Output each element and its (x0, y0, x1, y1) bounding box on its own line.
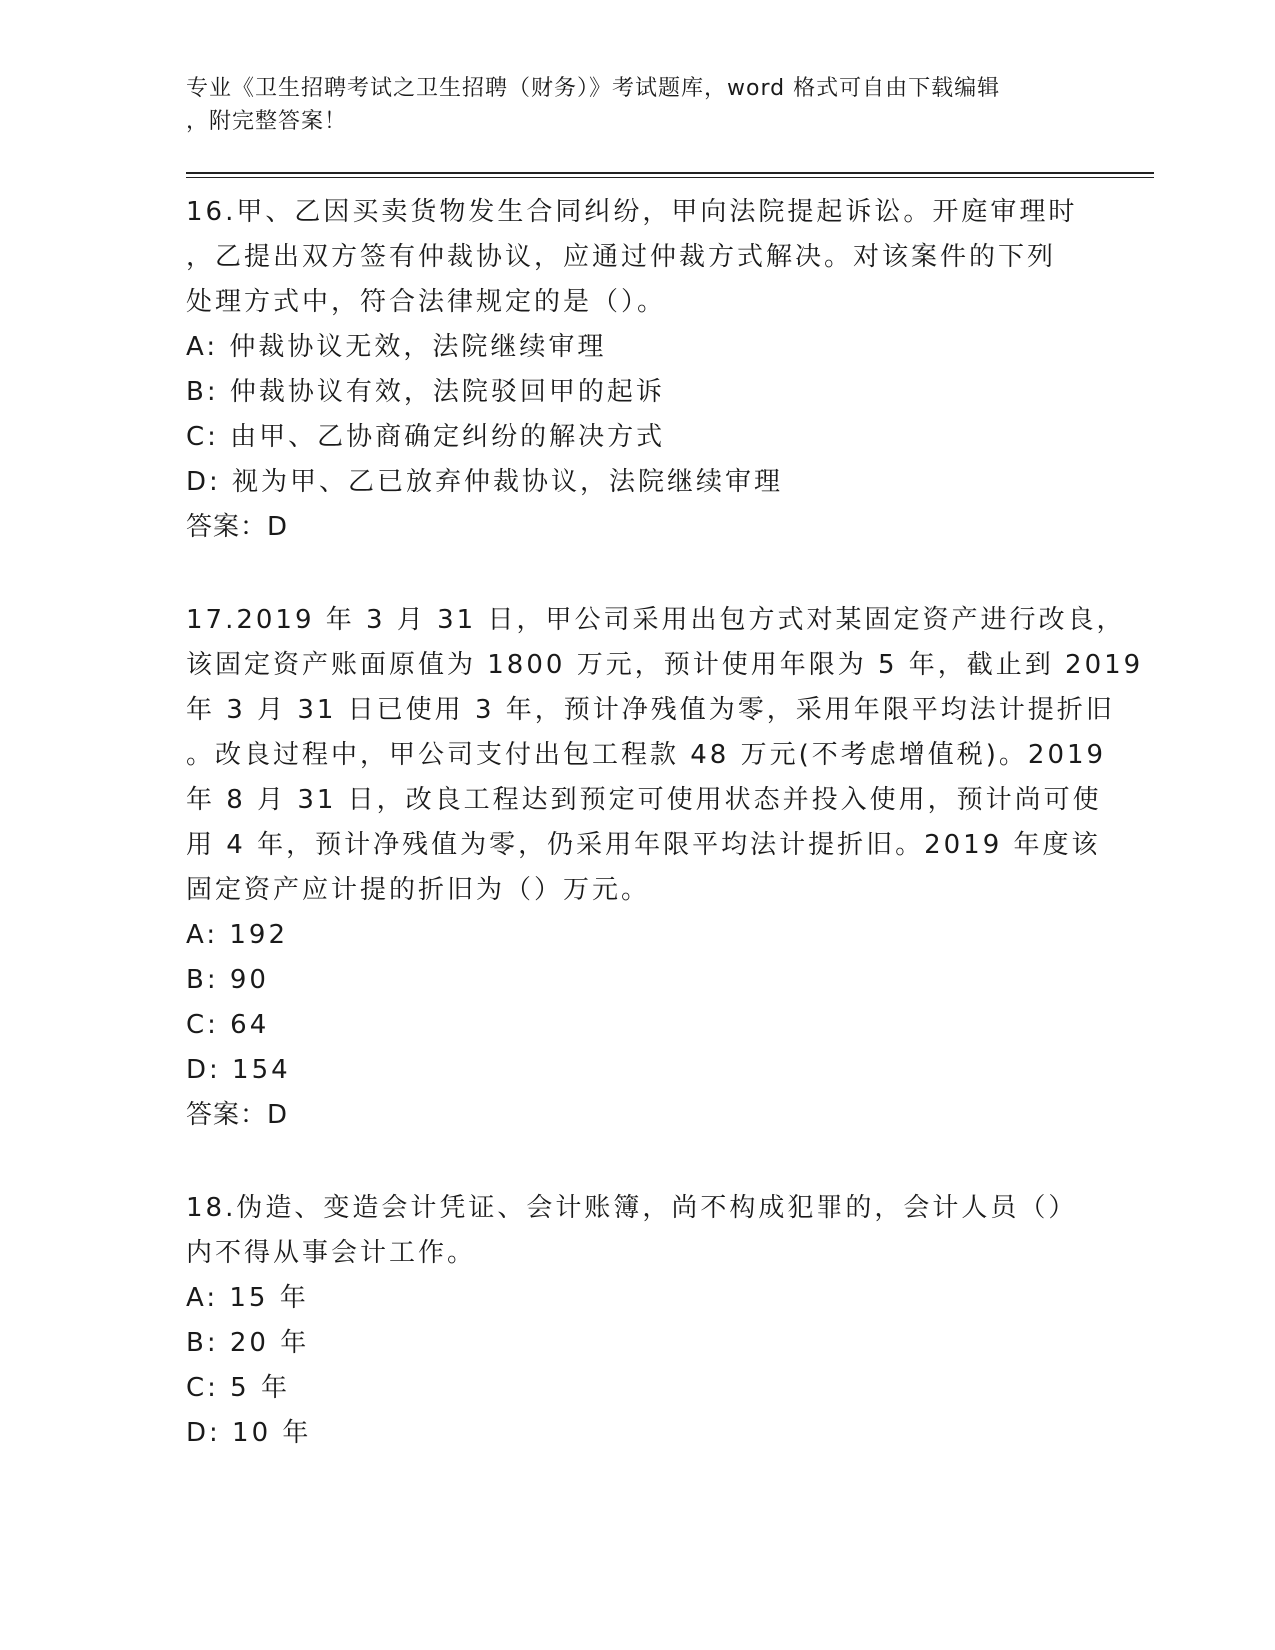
question-stem-line: 年 8 月 31 日，改良工程达到预定可使用状态并投入使用，预计尚可使 (186, 785, 1102, 815)
question-16 (186, 190, 1146, 550)
question-stem-line: 年 3 月 31 日已使用 3 年，预计净残值为零，采用年限平均法计提折旧 (186, 695, 1115, 725)
option-b: B: 仲裁协议有效，法院驳回甲的起诉 (186, 377, 665, 407)
question-stem-line: 内不得从事会计工作。 (186, 1238, 477, 1268)
option-b: B: 20 年 (186, 1328, 310, 1358)
question-18 (186, 1186, 1146, 1456)
question-stem-line: 18.伪造、变造会计凭证、会计账簿，尚不构成犯罪的，会计人员（） (186, 1193, 1078, 1223)
option-a: A: 192 (186, 920, 288, 950)
question-stem-line: 固定资产应计提的折旧为（）万元。 (186, 875, 651, 905)
question-stem-line: 处理方式中，符合法律规定的是（）。 (186, 287, 667, 317)
answer-line: 答案：D (186, 1100, 289, 1130)
option-c: C: 由甲、乙协商确定纠纷的解决方式 (186, 422, 666, 452)
document-page (186, 72, 1146, 1456)
question-17 (186, 598, 1146, 1138)
option-d: D: 154 (186, 1055, 291, 1085)
option-d: D: 10 年 (186, 1418, 312, 1448)
document-header (186, 72, 1066, 138)
answer-line: 答案：D (186, 512, 289, 542)
option-a: A: 15 年 (186, 1283, 309, 1313)
question-stem-line: 16.甲、乙因买卖货物发生合同纠纷，甲向法院提起诉讼。开庭审理时 (186, 197, 1078, 227)
question-stem-line: 。改良过程中，甲公司支付出包工程款 48 万元(不考虑增值税)。2019 (186, 740, 1107, 770)
option-c: C: 64 (186, 1010, 270, 1040)
option-a: A: 仲裁协议无效，法院继续审理 (186, 332, 607, 362)
question-stem-line: 17.2019 年 3 月 31 日，甲公司采用出包方式对某固定资产进行改良， (186, 605, 1126, 635)
header-line: 专业《卫生招聘考试之卫生招聘（财务）》考试题库，word 格式可自由下载编辑 (186, 76, 1001, 101)
header-line: ，附完整答案！ (186, 109, 348, 134)
option-c: C: 5 年 (186, 1373, 290, 1403)
question-stem-line: ，乙提出双方签有仲裁协议，应通过仲裁方式解决。对该案件的下列 (186, 242, 1057, 272)
option-b: B: 90 (186, 965, 269, 995)
question-stem-line: 该固定资产账面原值为 1800 万元，预计使用年限为 5 年，截止到 2019 (186, 650, 1144, 680)
header-divider (186, 172, 1154, 178)
question-stem-line: 用 4 年，预计净残值为零，仍采用年限平均法计提折旧。2019 年度该 (186, 830, 1101, 860)
option-d: D: 视为甲、乙已放弃仲裁协议，法院继续审理 (186, 467, 784, 497)
